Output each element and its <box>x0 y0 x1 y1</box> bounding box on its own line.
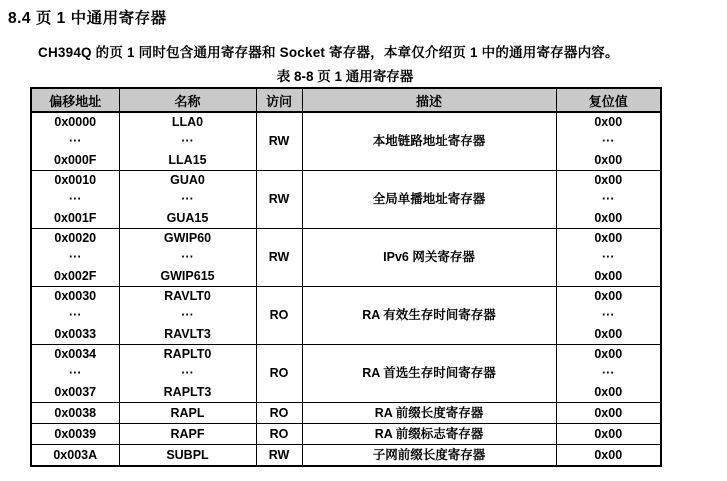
table-body <box>31 112 661 466</box>
offset-cell: 0x0030 ··· 0x0033 <box>31 287 119 345</box>
description-cell: RA 首选生存时间寄存器 <box>302 345 556 403</box>
description-cell: RA 前缀标志寄存器 <box>302 424 556 445</box>
table-row <box>31 112 661 171</box>
name-cell: RAPL <box>119 403 256 424</box>
section-title: 8.4 页 1 中通用寄存器 <box>8 10 167 27</box>
name-cell: RAPF <box>119 424 256 445</box>
table-row <box>31 424 661 445</box>
column-header-reset: 复位值 <box>556 88 661 112</box>
offset-cell: 0x0038 <box>31 403 119 424</box>
offset-cell: 0x0000 ··· 0x000F <box>31 112 119 171</box>
table-row <box>31 287 661 345</box>
table-row <box>31 171 661 229</box>
reset-cell: 0x00 <box>556 445 661 467</box>
description-cell: 子网前缀长度寄存器 <box>302 445 556 467</box>
description-cell: IPv6 网关寄存器 <box>302 229 556 287</box>
offset-cell: 0x003A <box>31 445 119 467</box>
name-cell: RAPLT0 ··· RAPLT3 <box>119 345 256 403</box>
access-cell: RO <box>256 287 302 345</box>
column-header-offset: 偏移地址 <box>31 88 119 112</box>
access-cell: RO <box>256 345 302 403</box>
column-header-name: 名称 <box>119 88 256 112</box>
reset-cell: 0x00 ··· 0x00 <box>556 171 661 229</box>
description-cell: RA 前缀长度寄存器 <box>302 403 556 424</box>
access-cell: RW <box>256 112 302 171</box>
reset-cell: 0x00 ··· 0x00 <box>556 345 661 403</box>
table-header-row <box>31 88 661 112</box>
column-header-description: 描述 <box>302 88 556 112</box>
table-row <box>31 345 661 403</box>
intro-paragraph: CH394Q 的页 1 同时包含通用寄存器和 Socket 寄存器，本章仅介绍页 1 中的通用寄存器内容。 <box>38 45 619 60</box>
offset-cell: 0x0034 ··· 0x0037 <box>31 345 119 403</box>
description-cell: 本地链路地址寄存器 <box>302 112 556 171</box>
access-cell: RO <box>256 403 302 424</box>
reset-cell: 0x00 ··· 0x00 <box>556 287 661 345</box>
register-table <box>30 87 662 467</box>
name-cell: GUA0 ··· GUA15 <box>119 171 256 229</box>
offset-cell: 0x0020 ··· 0x002F <box>31 229 119 287</box>
table-row <box>31 229 661 287</box>
name-cell: RAVLT0 ··· RAVLT3 <box>119 287 256 345</box>
description-cell: RA 有效生存时间寄存器 <box>302 287 556 345</box>
reset-cell: 0x00 <box>556 403 661 424</box>
name-cell: LLA0 ··· LLA15 <box>119 112 256 171</box>
table-caption: 表 8-8 页 1 通用寄存器 <box>276 69 414 84</box>
access-cell: RO <box>256 424 302 445</box>
reset-cell: 0x00 ··· 0x00 <box>556 229 661 287</box>
reset-cell: 0x00 ··· 0x00 <box>556 112 661 171</box>
description-cell: 全局单播地址寄存器 <box>302 171 556 229</box>
offset-cell: 0x0039 <box>31 424 119 445</box>
offset-cell: 0x0010 ··· 0x001F <box>31 171 119 229</box>
column-header-access: 访问 <box>256 88 302 112</box>
document-page <box>0 6 727 481</box>
reset-cell: 0x00 <box>556 424 661 445</box>
access-cell: RW <box>256 445 302 467</box>
access-cell: RW <box>256 171 302 229</box>
name-cell: SUBPL <box>119 445 256 467</box>
table-row <box>31 445 661 467</box>
name-cell: GWIP60 ··· GWIP615 <box>119 229 256 287</box>
access-cell: RW <box>256 229 302 287</box>
table-row <box>31 403 661 424</box>
